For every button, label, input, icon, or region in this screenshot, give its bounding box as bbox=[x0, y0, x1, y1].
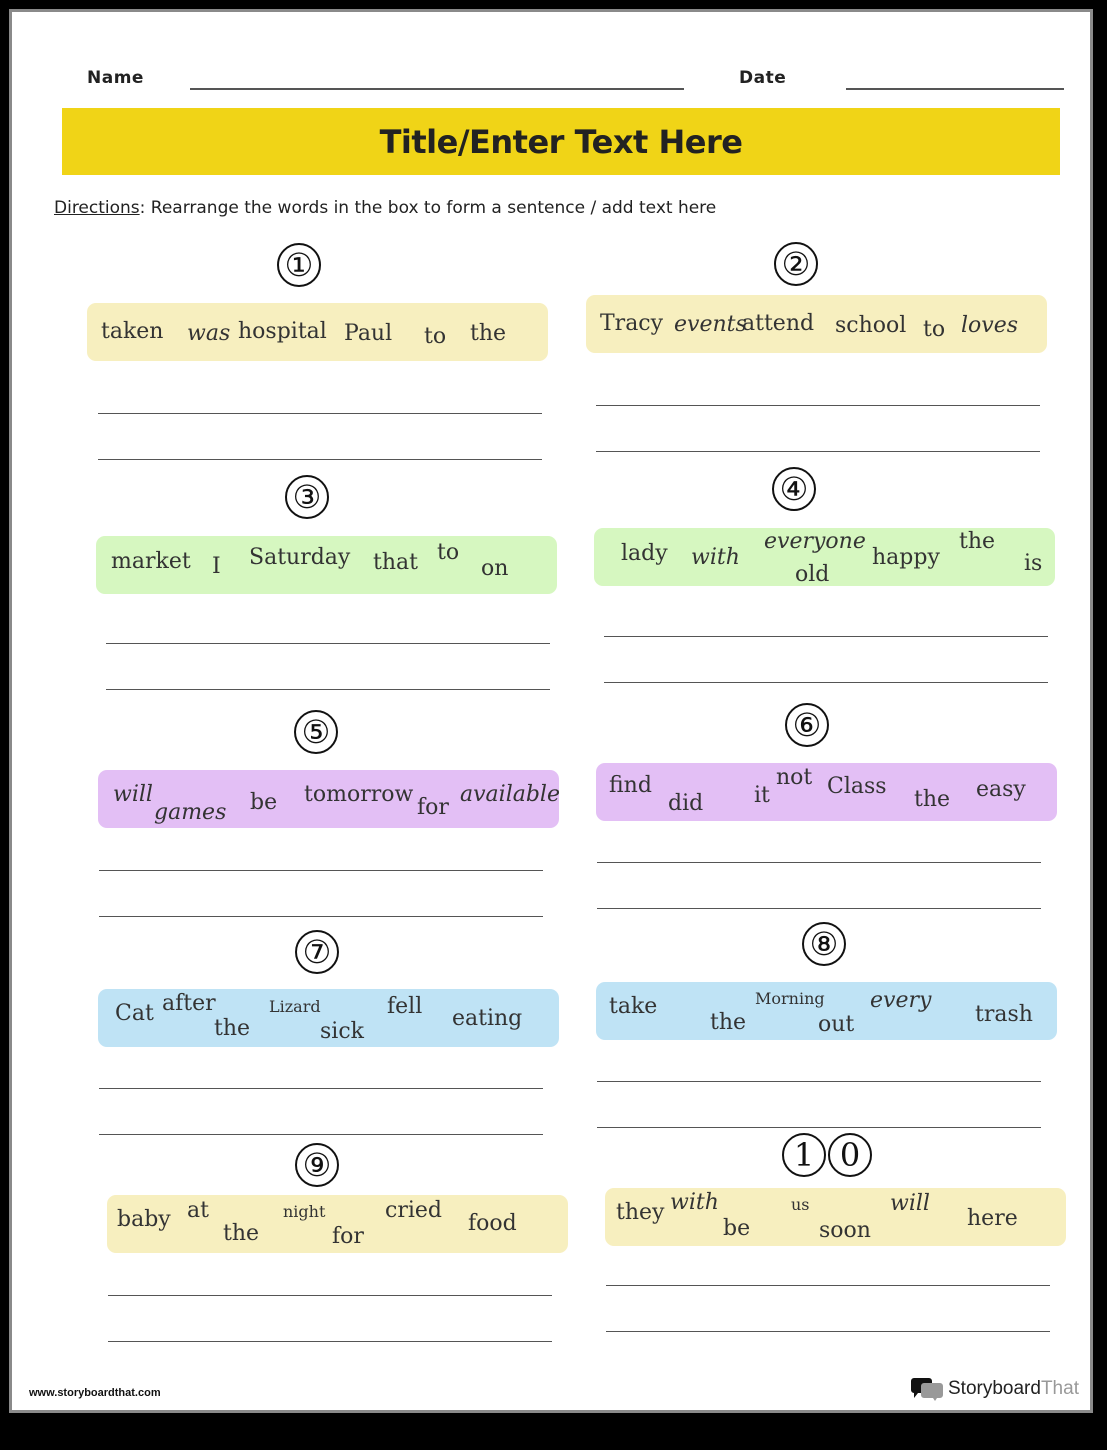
word: they bbox=[616, 1200, 665, 1225]
word: for bbox=[417, 795, 449, 820]
word: the bbox=[710, 1010, 747, 1035]
word: Class bbox=[827, 774, 887, 799]
date-line[interactable] bbox=[846, 88, 1064, 90]
word-box-9 bbox=[107, 1195, 568, 1253]
answer-line[interactable] bbox=[98, 413, 542, 414]
word: hospital bbox=[238, 319, 327, 344]
word: to bbox=[923, 317, 946, 342]
word: the bbox=[959, 529, 996, 554]
word: us bbox=[791, 1195, 810, 1214]
answer-line[interactable] bbox=[597, 1081, 1041, 1082]
word: to bbox=[424, 324, 447, 349]
word: that bbox=[373, 550, 418, 575]
word: the bbox=[914, 787, 951, 812]
exercise-number-2: ② bbox=[774, 242, 818, 286]
name-line[interactable] bbox=[190, 88, 684, 90]
word: I bbox=[212, 554, 221, 579]
word: loves bbox=[961, 313, 1019, 338]
title-bar bbox=[62, 108, 1060, 175]
word: Lizard bbox=[269, 997, 321, 1016]
word: Tracy bbox=[600, 311, 664, 336]
exercise-number-10 bbox=[782, 1133, 872, 1177]
answer-line[interactable] bbox=[596, 405, 1040, 406]
word: find bbox=[609, 773, 652, 798]
logo-text-that: That bbox=[1040, 1378, 1079, 1399]
word: after bbox=[162, 991, 216, 1016]
word-box-4 bbox=[594, 528, 1055, 586]
page-title[interactable]: Title/Enter Text Here bbox=[379, 122, 743, 161]
word: school bbox=[835, 313, 907, 338]
word: will bbox=[113, 782, 153, 807]
word-box-7 bbox=[98, 989, 559, 1047]
word: Saturday bbox=[249, 545, 351, 570]
directions-text: : Rearrange the words in the box to form a sentence / add text here bbox=[139, 198, 717, 218]
word: be bbox=[250, 790, 278, 815]
word: night bbox=[283, 1202, 326, 1221]
word: it bbox=[754, 783, 770, 808]
answer-line[interactable] bbox=[604, 636, 1048, 637]
answer-line[interactable] bbox=[99, 1134, 543, 1135]
answer-line[interactable] bbox=[596, 451, 1040, 452]
word: on bbox=[481, 556, 509, 581]
answer-line[interactable] bbox=[99, 916, 543, 917]
chat-bubbles-icon bbox=[910, 1376, 944, 1402]
word: Paul bbox=[344, 321, 393, 346]
word: be bbox=[723, 1216, 751, 1241]
exercise-number-6: ⑥ bbox=[785, 703, 829, 747]
exercise-number-5: ⑤ bbox=[294, 710, 338, 754]
word: available bbox=[460, 782, 560, 807]
word: will bbox=[890, 1191, 930, 1216]
word: every bbox=[870, 988, 932, 1013]
word: fell bbox=[387, 994, 423, 1019]
word: everyone bbox=[764, 529, 866, 554]
answer-line[interactable] bbox=[597, 908, 1041, 909]
word: at bbox=[187, 1198, 209, 1223]
footer-url[interactable]: www.storyboardthat.com bbox=[29, 1387, 161, 1399]
word: trash bbox=[975, 1002, 1033, 1027]
word: easy bbox=[976, 777, 1026, 802]
word: with bbox=[691, 545, 740, 570]
word: to bbox=[437, 540, 460, 565]
answer-line[interactable] bbox=[98, 459, 542, 460]
word: food bbox=[468, 1211, 517, 1236]
word: baby bbox=[117, 1207, 171, 1232]
word: attend bbox=[742, 311, 815, 336]
word-box-5 bbox=[98, 770, 559, 828]
exercise-number-1: ① bbox=[277, 243, 321, 287]
word: soon bbox=[819, 1218, 871, 1243]
word: out bbox=[818, 1012, 855, 1037]
word: Cat bbox=[115, 1001, 154, 1026]
word: did bbox=[668, 791, 704, 816]
exercise-number-3: ③ bbox=[285, 475, 329, 519]
exercise-number-7: ⑦ bbox=[295, 930, 339, 974]
word-box-6 bbox=[596, 763, 1057, 821]
storyboardthat-logo[interactable] bbox=[910, 1376, 1079, 1402]
word: the bbox=[223, 1221, 260, 1246]
word: for bbox=[332, 1224, 364, 1249]
answer-line[interactable] bbox=[106, 643, 550, 644]
word-box-1 bbox=[87, 303, 548, 361]
answer-line[interactable] bbox=[108, 1295, 552, 1296]
word: cried bbox=[385, 1198, 442, 1223]
word: old bbox=[795, 562, 830, 587]
word: market bbox=[111, 549, 191, 574]
answer-line[interactable] bbox=[108, 1341, 552, 1342]
word: sick bbox=[320, 1019, 364, 1044]
answer-line[interactable] bbox=[597, 862, 1041, 863]
answer-line[interactable] bbox=[606, 1285, 1050, 1286]
exercise-number-8: ⑧ bbox=[802, 922, 846, 966]
word-box-10 bbox=[605, 1188, 1066, 1246]
name-label: Name bbox=[87, 68, 144, 88]
answer-line[interactable] bbox=[604, 682, 1048, 683]
worksheet-page bbox=[9, 9, 1093, 1413]
exercise-number-10-digit-0: 0 bbox=[828, 1133, 872, 1177]
date-label: Date bbox=[739, 68, 787, 88]
word: the bbox=[470, 321, 507, 346]
word-box-8 bbox=[596, 982, 1057, 1040]
answer-line[interactable] bbox=[606, 1331, 1050, 1332]
exercise-number-9: ⑨ bbox=[295, 1143, 339, 1187]
word: take bbox=[609, 994, 658, 1019]
exercise-number-4: ④ bbox=[772, 467, 816, 511]
answer-line[interactable] bbox=[597, 1127, 1041, 1128]
word: happy bbox=[872, 545, 940, 570]
answer-line[interactable] bbox=[99, 1088, 543, 1089]
word: is bbox=[1024, 551, 1043, 576]
directions-label: Directions bbox=[54, 198, 140, 218]
word: the bbox=[214, 1016, 251, 1041]
word: not bbox=[776, 765, 813, 790]
answer-line[interactable] bbox=[106, 689, 550, 690]
answer-line[interactable] bbox=[99, 870, 543, 871]
word: games bbox=[154, 800, 227, 825]
word: lady bbox=[621, 541, 668, 566]
word: with bbox=[670, 1190, 719, 1215]
exercise-number-10-digit-1: 1 bbox=[782, 1133, 826, 1177]
word: tomorrow bbox=[304, 782, 414, 807]
word: events bbox=[674, 312, 747, 337]
word: Morning bbox=[755, 989, 825, 1008]
word: here bbox=[967, 1206, 1018, 1231]
word: taken bbox=[101, 319, 164, 344]
word: eating bbox=[452, 1006, 523, 1031]
word-box-2 bbox=[586, 295, 1047, 353]
word: was bbox=[187, 321, 231, 346]
logo-text-storyboard: Storyboard bbox=[948, 1378, 1041, 1399]
word-box-3 bbox=[96, 536, 557, 594]
directions bbox=[54, 198, 716, 218]
